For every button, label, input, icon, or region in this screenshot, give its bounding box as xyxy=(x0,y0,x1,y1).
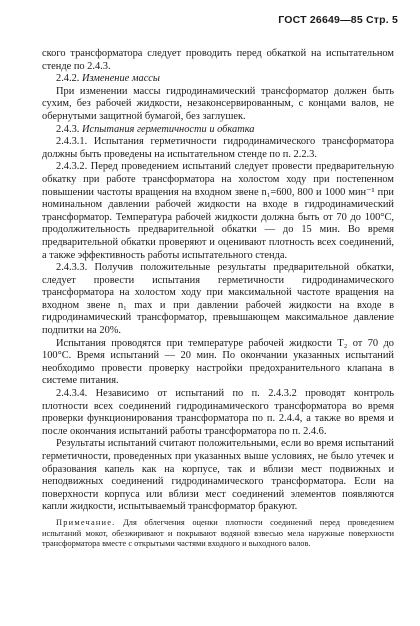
paragraph: При изменении массы гидродинамический трансформатор должен быть сухим, без рабочей жидкости, незаконсервированным, с концами валов, не обернутыми защитной бумагой, без заглушек. xyxy=(42,85,394,122)
section-number: 2.4.2. xyxy=(56,73,80,85)
section-heading-2-4-3 xyxy=(42,124,394,137)
page-header: ГОСТ 26649—85 Стр. 5 xyxy=(278,14,398,26)
paragraph: 2.4.3.1. Испытания герметичности гидродинамического трансформатора должны быть проведены на испытательном стенде по п. 2.2.3. xyxy=(42,136,394,160)
note-text: Для облегчения оценки плотности соединений перед проведением испытаний мокот, обезжиривают и покрывают водяной взвесью мела наружные поверхности трансформатора вместе с открытыми частями входного и выходного валов. xyxy=(42,517,394,549)
paragraph: 2.4.3.4. Независимо от испытаний по п. 2.4.3.2 проводят контроль плотности всех соединений гидродинамического трансформатора во время проверки функционирования трансформатора по п. 2.4.4, а также во время и после окончания испытаний работы трансформатора по п. 2.4.6. xyxy=(42,388,394,437)
paragraph: Результаты испытаний считают положительными, если во время испытаний герметичности, проведенных при указанных выше условиях, не было утечек и образования капель как на корпусе, так и вблизи мест подвижных и неподвижных соединений гидродинамического трансформатора. Если на поверхности корпуса или вблизи мест соединений элементов появляются капли жидкости, испытываемый трансформатор бракуют. xyxy=(42,438,394,513)
section-title: Изменение массы xyxy=(82,73,160,85)
paragraph: 2.4.3.2. Перед проведением испытаний следует провести предварительную обкатку при работе трансформатора на холостом ходу при постепенном повышении частоты вращения на входном звене n₁=600, 800 и 1000 мин⁻¹ при номинальном давлении рабочей жидкости на входе в гидродинамический трансформатор. Температура рабочей жидкости должна быть от 70 до 100°С, продолжительность предварительной обкатки — до 15 мин. Во время предварительной обкатки проверяют и оценивают плотность всех соединений, а также эффективность работы испытательного стенда. xyxy=(42,161,394,261)
paragraph-continuation: ского трансформатора следует проводить перед обкаткой на испытательном стенде по 2.4.3. xyxy=(42,48,394,72)
section-title: Испытания герметичности и обкатка xyxy=(82,123,255,135)
paragraph: 2.4.3.3. Получив положительные результаты предварительной обкатки, следует провести испытания герметичности гидродинамического трансформатора на холостом ходу при максимальной частоте вращения на входном звене n₁ max и при давлении рабочей жидкости на входе в гидродинамический трансформатор, превышающем максимальное давление подпитки на 20%. xyxy=(42,262,394,337)
section-heading-2-4-2 xyxy=(42,73,394,86)
paragraph: Испытания проводятся при температуре рабочей жидкости T₂ от 70 до 100°С. Время испытаний — 20 мин. По окончании указанных испытаний необходимо провести проверку настройки предохранительного клапана в системе питания. xyxy=(42,337,394,387)
section-number: 2.4.3. xyxy=(56,123,80,135)
document-body xyxy=(42,48,394,550)
note-label: Примечание. xyxy=(56,517,116,527)
note xyxy=(42,518,394,550)
